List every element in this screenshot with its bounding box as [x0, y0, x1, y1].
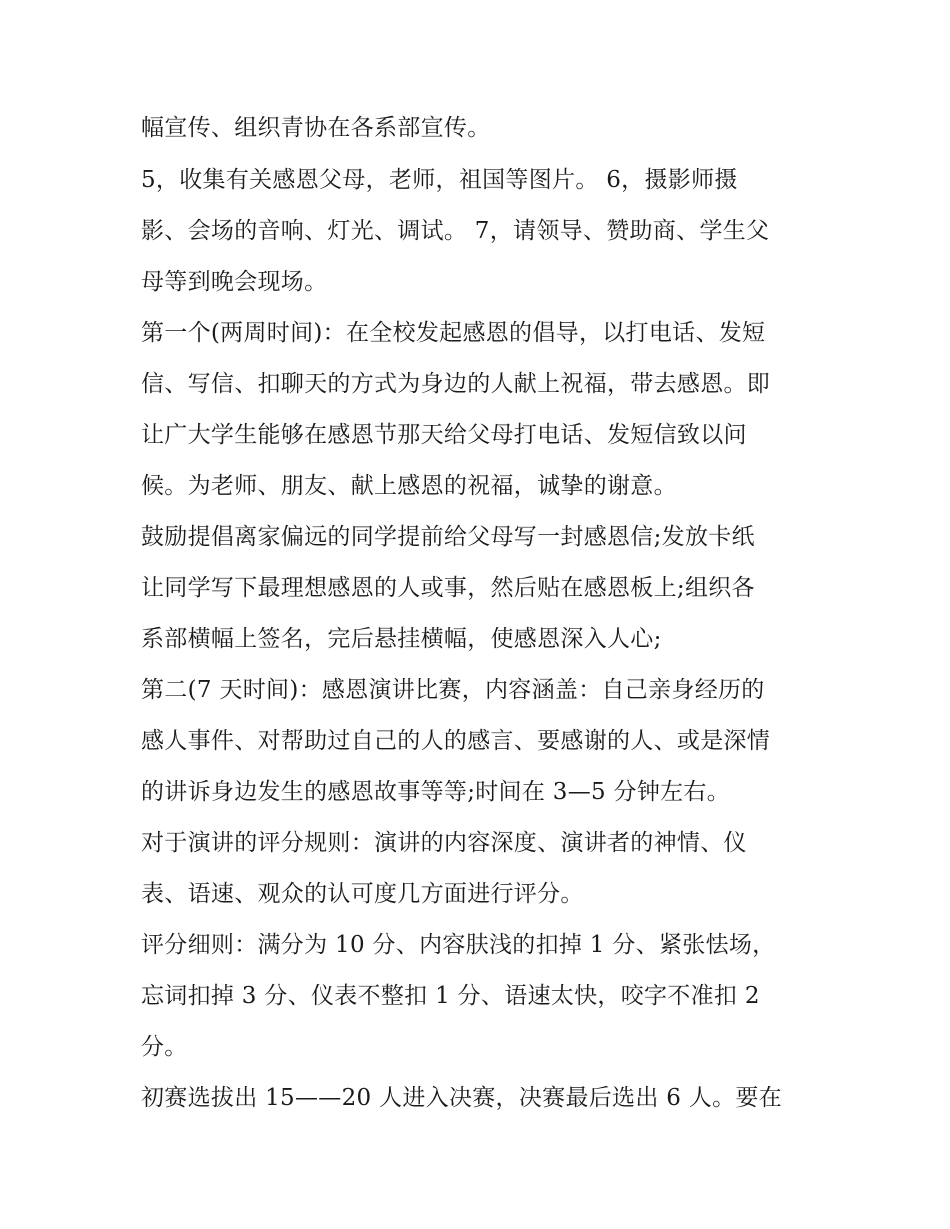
text-line: 候。为老师、朋友、献上感恩的祝福，诚挚的谢意。 — [141, 473, 677, 499]
text-line: 幅宣传、组织青协在各系部宣传。 — [141, 115, 491, 141]
text-line: 的讲诉身边发生的感恩故事等等;时间在 3—5 分钟左右。 — [141, 779, 731, 805]
text-line: 鼓励提倡离家偏远的同学提前给父母写一封感恩信;发放卡纸 — [141, 524, 755, 550]
text-line: 5，收集有关感恩父母，老师，祖国等图片。 6，摄影师摄 — [141, 167, 738, 193]
text-line: 让广大学生能够在感恩节那天给父母打电话、发短信致以问 — [141, 422, 747, 448]
text-line: 第二(7 天时间)：感恩演讲比赛，内容涵盖：自己亲身经历的 — [141, 677, 765, 703]
text-line: 系部横幅上签名，完后悬挂横幅，使感恩深入人心; — [141, 626, 662, 652]
text-line: 评分细则：满分为 10 分、内容肤浅的扣掉 1 分、紧张怯场， — [141, 932, 776, 958]
text-line: 母等到晚会现场。 — [141, 269, 328, 295]
text-line: 初赛选拔出 15——20 人进入决赛，决赛最后选出 6 人。要在 — [141, 1085, 783, 1111]
text-line: 对于演讲的评分规则：演讲的内容深度、演讲者的神情、仪 — [141, 830, 747, 856]
text-line: 信、写信、扣聊天的方式为身边的人献上祝福，带去感恩。即 — [141, 371, 771, 397]
text-line: 感人事件、对帮助过自己的人的感言、要感谢的人、或是深情 — [141, 728, 771, 754]
text-line: 分。 — [141, 1034, 188, 1060]
text-line: 让同学写下最理想感恩的人或事，然后贴在感恩板上;组织各 — [141, 575, 755, 601]
text-line: 影、会场的音响、灯光、调试。 7，请领导、赞助商、学生父 — [141, 218, 770, 244]
text-line: 忘词扣掉 3 分、仪表不整扣 1 分、语速太快，咬字不准扣 2 — [141, 983, 760, 1009]
text-line: 第一个(两周时间)：在全校发起感恩的倡导，以打电话、发短 — [141, 320, 766, 346]
text-line: 表、语速、观众的认可度几方面进行评分。 — [141, 881, 584, 907]
